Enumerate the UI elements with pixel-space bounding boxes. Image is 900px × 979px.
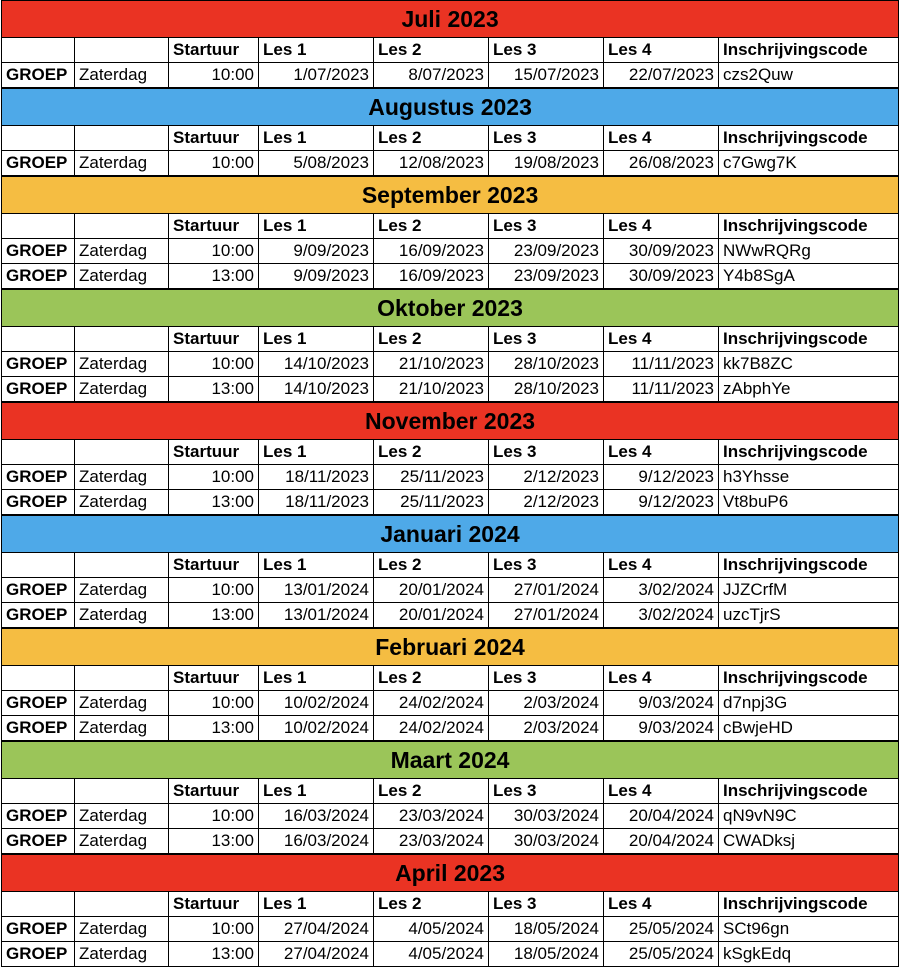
header-row xyxy=(2,892,899,917)
registration-code-cell: qN9vN9C xyxy=(719,804,899,829)
month-title: Januari 2024 xyxy=(2,516,899,553)
day-cell: Zaterdag xyxy=(75,804,169,829)
header-row xyxy=(2,553,899,578)
header-les4: Les 4 xyxy=(604,214,719,239)
les2-date-cell: 16/09/2023 xyxy=(374,239,489,264)
les2-date-cell: 4/05/2024 xyxy=(374,917,489,942)
header-les3: Les 3 xyxy=(489,440,604,465)
day-cell: Zaterdag xyxy=(75,151,169,176)
day-cell: Zaterdag xyxy=(75,465,169,490)
start-time-cell: 13:00 xyxy=(169,490,259,515)
les1-date-cell: 9/09/2023 xyxy=(259,264,374,289)
les4-date-cell: 3/02/2024 xyxy=(604,603,719,628)
group-cell: GROEP xyxy=(2,63,75,88)
header-les2: Les 2 xyxy=(374,327,489,352)
header-startuur: Startuur xyxy=(169,38,259,63)
month-title: Maart 2024 xyxy=(2,742,899,779)
header-row xyxy=(2,214,899,239)
month-table xyxy=(1,0,899,88)
les4-date-cell: 9/12/2023 xyxy=(604,490,719,515)
les2-date-cell: 21/10/2023 xyxy=(374,377,489,402)
les2-date-cell: 8/07/2023 xyxy=(374,63,489,88)
table-row xyxy=(2,264,899,289)
les1-date-cell: 14/10/2023 xyxy=(259,352,374,377)
header-les4: Les 4 xyxy=(604,553,719,578)
header-les3: Les 3 xyxy=(489,779,604,804)
header-inschrijvingscode: Inschrijvingscode xyxy=(719,892,899,917)
header-les2: Les 2 xyxy=(374,38,489,63)
registration-code-cell: kSgkEdq xyxy=(719,942,899,967)
month-table xyxy=(1,854,899,967)
header-les3: Les 3 xyxy=(489,892,604,917)
header-empty-1 xyxy=(2,327,75,352)
day-cell: Zaterdag xyxy=(75,942,169,967)
les2-date-cell: 20/01/2024 xyxy=(374,578,489,603)
header-les4: Les 4 xyxy=(604,440,719,465)
les3-date-cell: 30/03/2024 xyxy=(489,829,604,854)
header-startuur: Startuur xyxy=(169,553,259,578)
header-startuur: Startuur xyxy=(169,779,259,804)
day-cell: Zaterdag xyxy=(75,716,169,741)
registration-code-cell: h3Yhsse xyxy=(719,465,899,490)
month-title: November 2023 xyxy=(2,403,899,440)
month-title: April 2023 xyxy=(2,855,899,892)
les1-date-cell: 14/10/2023 xyxy=(259,377,374,402)
les4-date-cell: 9/12/2023 xyxy=(604,465,719,490)
registration-code-cell: uzcTjrS xyxy=(719,603,899,628)
header-empty-2 xyxy=(75,553,169,578)
start-time-cell: 10:00 xyxy=(169,804,259,829)
les3-date-cell: 15/07/2023 xyxy=(489,63,604,88)
les1-date-cell: 5/08/2023 xyxy=(259,151,374,176)
month-title: Oktober 2023 xyxy=(2,290,899,327)
les1-date-cell: 13/01/2024 xyxy=(259,578,374,603)
header-les2: Les 2 xyxy=(374,892,489,917)
header-startuur: Startuur xyxy=(169,892,259,917)
les4-date-cell: 9/03/2024 xyxy=(604,716,719,741)
table-row xyxy=(2,716,899,741)
header-empty-1 xyxy=(2,440,75,465)
group-cell: GROEP xyxy=(2,691,75,716)
les1-date-cell: 27/04/2024 xyxy=(259,942,374,967)
header-row xyxy=(2,126,899,151)
header-les4: Les 4 xyxy=(604,666,719,691)
les2-date-cell: 20/01/2024 xyxy=(374,603,489,628)
header-startuur: Startuur xyxy=(169,214,259,239)
header-les4: Les 4 xyxy=(604,779,719,804)
header-row xyxy=(2,440,899,465)
les2-date-cell: 12/08/2023 xyxy=(374,151,489,176)
month-title: Augustus 2023 xyxy=(2,89,899,126)
day-cell: Zaterdag xyxy=(75,264,169,289)
header-empty-1 xyxy=(2,126,75,151)
header-les1: Les 1 xyxy=(259,666,374,691)
les3-date-cell: 23/09/2023 xyxy=(489,239,604,264)
registration-code-cell: kk7B8ZC xyxy=(719,352,899,377)
day-cell: Zaterdag xyxy=(75,63,169,88)
header-les2: Les 2 xyxy=(374,126,489,151)
les2-date-cell: 23/03/2024 xyxy=(374,804,489,829)
header-row xyxy=(2,327,899,352)
table-row xyxy=(2,151,899,176)
registration-code-cell: d7npj3G xyxy=(719,691,899,716)
les3-date-cell: 27/01/2024 xyxy=(489,603,604,628)
header-empty-1 xyxy=(2,214,75,239)
registration-code-cell: c7Gwg7K xyxy=(719,151,899,176)
group-cell: GROEP xyxy=(2,490,75,515)
start-time-cell: 13:00 xyxy=(169,377,259,402)
header-empty-2 xyxy=(75,892,169,917)
header-les2: Les 2 xyxy=(374,214,489,239)
registration-code-cell: zAbphYe xyxy=(719,377,899,402)
header-les2: Les 2 xyxy=(374,666,489,691)
header-les1: Les 1 xyxy=(259,126,374,151)
start-time-cell: 13:00 xyxy=(169,716,259,741)
table-row xyxy=(2,917,899,942)
table-row xyxy=(2,239,899,264)
month-table xyxy=(1,402,899,515)
month-table xyxy=(1,741,899,854)
group-cell: GROEP xyxy=(2,942,75,967)
les4-date-cell: 20/04/2024 xyxy=(604,804,719,829)
header-inschrijvingscode: Inschrijvingscode xyxy=(719,779,899,804)
group-cell: GROEP xyxy=(2,239,75,264)
header-inschrijvingscode: Inschrijvingscode xyxy=(719,440,899,465)
les1-date-cell: 16/03/2024 xyxy=(259,804,374,829)
start-time-cell: 10:00 xyxy=(169,691,259,716)
les3-date-cell: 18/05/2024 xyxy=(489,942,604,967)
table-row xyxy=(2,603,899,628)
les3-date-cell: 2/12/2023 xyxy=(489,465,604,490)
les3-date-cell: 2/03/2024 xyxy=(489,716,604,741)
header-les2: Les 2 xyxy=(374,553,489,578)
header-les1: Les 1 xyxy=(259,38,374,63)
group-cell: GROEP xyxy=(2,578,75,603)
header-les1: Les 1 xyxy=(259,440,374,465)
start-time-cell: 10:00 xyxy=(169,352,259,377)
registration-code-cell: NWwRQRg xyxy=(719,239,899,264)
les2-date-cell: 25/11/2023 xyxy=(374,465,489,490)
les1-date-cell: 18/11/2023 xyxy=(259,465,374,490)
header-empty-2 xyxy=(75,126,169,151)
les4-date-cell: 3/02/2024 xyxy=(604,578,719,603)
les4-date-cell: 25/05/2024 xyxy=(604,917,719,942)
les2-date-cell: 4/05/2024 xyxy=(374,942,489,967)
start-time-cell: 10:00 xyxy=(169,151,259,176)
les2-date-cell: 24/02/2024 xyxy=(374,716,489,741)
table-row xyxy=(2,490,899,515)
group-cell: GROEP xyxy=(2,804,75,829)
day-cell: Zaterdag xyxy=(75,917,169,942)
les2-date-cell: 23/03/2024 xyxy=(374,829,489,854)
day-cell: Zaterdag xyxy=(75,377,169,402)
start-time-cell: 10:00 xyxy=(169,578,259,603)
table-row xyxy=(2,829,899,854)
month-title: September 2023 xyxy=(2,177,899,214)
header-row xyxy=(2,38,899,63)
day-cell: Zaterdag xyxy=(75,691,169,716)
header-inschrijvingscode: Inschrijvingscode xyxy=(719,327,899,352)
les1-date-cell: 9/09/2023 xyxy=(259,239,374,264)
start-time-cell: 10:00 xyxy=(169,465,259,490)
header-les3: Les 3 xyxy=(489,666,604,691)
month-table xyxy=(1,628,899,741)
les3-date-cell: 28/10/2023 xyxy=(489,352,604,377)
group-cell: GROEP xyxy=(2,603,75,628)
header-startuur: Startuur xyxy=(169,126,259,151)
day-cell: Zaterdag xyxy=(75,490,169,515)
les4-date-cell: 11/11/2023 xyxy=(604,377,719,402)
header-les1: Les 1 xyxy=(259,892,374,917)
les1-date-cell: 13/01/2024 xyxy=(259,603,374,628)
header-inschrijvingscode: Inschrijvingscode xyxy=(719,666,899,691)
les2-date-cell: 16/09/2023 xyxy=(374,264,489,289)
header-les3: Les 3 xyxy=(489,38,604,63)
les1-date-cell: 10/02/2024 xyxy=(259,691,374,716)
les3-date-cell: 28/10/2023 xyxy=(489,377,604,402)
table-row xyxy=(2,352,899,377)
table-row xyxy=(2,942,899,967)
header-les4: Les 4 xyxy=(604,126,719,151)
header-inschrijvingscode: Inschrijvingscode xyxy=(719,126,899,151)
group-cell: GROEP xyxy=(2,917,75,942)
registration-code-cell: SCt96gn xyxy=(719,917,899,942)
table-row xyxy=(2,465,899,490)
header-empty-2 xyxy=(75,214,169,239)
header-les4: Les 4 xyxy=(604,38,719,63)
month-table xyxy=(1,515,899,628)
month-table xyxy=(1,289,899,402)
header-empty-1 xyxy=(2,553,75,578)
month-title: Februari 2024 xyxy=(2,629,899,666)
table-row xyxy=(2,377,899,402)
group-cell: GROEP xyxy=(2,716,75,741)
les3-date-cell: 19/08/2023 xyxy=(489,151,604,176)
header-les1: Les 1 xyxy=(259,553,374,578)
header-empty-2 xyxy=(75,440,169,465)
day-cell: Zaterdag xyxy=(75,578,169,603)
les3-date-cell: 2/12/2023 xyxy=(489,490,604,515)
start-time-cell: 10:00 xyxy=(169,239,259,264)
les3-date-cell: 30/03/2024 xyxy=(489,804,604,829)
header-row xyxy=(2,666,899,691)
header-les3: Les 3 xyxy=(489,126,604,151)
les1-date-cell: 10/02/2024 xyxy=(259,716,374,741)
les4-date-cell: 30/09/2023 xyxy=(604,239,719,264)
les1-date-cell: 1/07/2023 xyxy=(259,63,374,88)
les3-date-cell: 2/03/2024 xyxy=(489,691,604,716)
header-les4: Les 4 xyxy=(604,892,719,917)
start-time-cell: 13:00 xyxy=(169,942,259,967)
registration-code-cell: Y4b8SgA xyxy=(719,264,899,289)
table-row xyxy=(2,578,899,603)
header-les2: Les 2 xyxy=(374,779,489,804)
table-row xyxy=(2,804,899,829)
header-empty-1 xyxy=(2,38,75,63)
month-table xyxy=(1,88,899,176)
header-startuur: Startuur xyxy=(169,327,259,352)
start-time-cell: 13:00 xyxy=(169,603,259,628)
group-cell: GROEP xyxy=(2,264,75,289)
registration-code-cell: CWADksj xyxy=(719,829,899,854)
group-cell: GROEP xyxy=(2,377,75,402)
start-time-cell: 10:00 xyxy=(169,63,259,88)
month-table xyxy=(1,176,899,289)
header-startuur: Startuur xyxy=(169,666,259,691)
les4-date-cell: 11/11/2023 xyxy=(604,352,719,377)
header-empty-2 xyxy=(75,38,169,63)
les4-date-cell: 9/03/2024 xyxy=(604,691,719,716)
day-cell: Zaterdag xyxy=(75,829,169,854)
les3-date-cell: 23/09/2023 xyxy=(489,264,604,289)
group-cell: GROEP xyxy=(2,352,75,377)
header-empty-1 xyxy=(2,892,75,917)
group-cell: GROEP xyxy=(2,829,75,854)
day-cell: Zaterdag xyxy=(75,603,169,628)
registration-code-cell: cBwjeHD xyxy=(719,716,899,741)
header-inschrijvingscode: Inschrijvingscode xyxy=(719,214,899,239)
les4-date-cell: 26/08/2023 xyxy=(604,151,719,176)
les2-date-cell: 21/10/2023 xyxy=(374,352,489,377)
header-inschrijvingscode: Inschrijvingscode xyxy=(719,553,899,578)
header-empty-1 xyxy=(2,666,75,691)
registration-code-cell: Vt8buP6 xyxy=(719,490,899,515)
les4-date-cell: 22/07/2023 xyxy=(604,63,719,88)
les1-date-cell: 27/04/2024 xyxy=(259,917,374,942)
group-cell: GROEP xyxy=(2,151,75,176)
les2-date-cell: 24/02/2024 xyxy=(374,691,489,716)
table-row xyxy=(2,63,899,88)
header-les1: Les 1 xyxy=(259,214,374,239)
header-startuur: Startuur xyxy=(169,440,259,465)
les3-date-cell: 27/01/2024 xyxy=(489,578,604,603)
header-empty-2 xyxy=(75,666,169,691)
start-time-cell: 13:00 xyxy=(169,264,259,289)
group-cell: GROEP xyxy=(2,465,75,490)
les3-date-cell: 18/05/2024 xyxy=(489,917,604,942)
header-les3: Les 3 xyxy=(489,327,604,352)
les1-date-cell: 16/03/2024 xyxy=(259,829,374,854)
month-title: Juli 2023 xyxy=(2,1,899,38)
table-row xyxy=(2,691,899,716)
header-les3: Les 3 xyxy=(489,553,604,578)
header-les3: Les 3 xyxy=(489,214,604,239)
les2-date-cell: 25/11/2023 xyxy=(374,490,489,515)
header-les4: Les 4 xyxy=(604,327,719,352)
les1-date-cell: 18/11/2023 xyxy=(259,490,374,515)
day-cell: Zaterdag xyxy=(75,239,169,264)
les4-date-cell: 30/09/2023 xyxy=(604,264,719,289)
header-les2: Les 2 xyxy=(374,440,489,465)
header-empty-2 xyxy=(75,779,169,804)
start-time-cell: 10:00 xyxy=(169,917,259,942)
registration-code-cell: JJZCrfM xyxy=(719,578,899,603)
header-les1: Les 1 xyxy=(259,327,374,352)
header-row xyxy=(2,779,899,804)
les4-date-cell: 25/05/2024 xyxy=(604,942,719,967)
header-inschrijvingscode: Inschrijvingscode xyxy=(719,38,899,63)
header-empty-2 xyxy=(75,327,169,352)
header-empty-1 xyxy=(2,779,75,804)
les4-date-cell: 20/04/2024 xyxy=(604,829,719,854)
start-time-cell: 13:00 xyxy=(169,829,259,854)
day-cell: Zaterdag xyxy=(75,352,169,377)
registration-code-cell: czs2Quw xyxy=(719,63,899,88)
header-les1: Les 1 xyxy=(259,779,374,804)
